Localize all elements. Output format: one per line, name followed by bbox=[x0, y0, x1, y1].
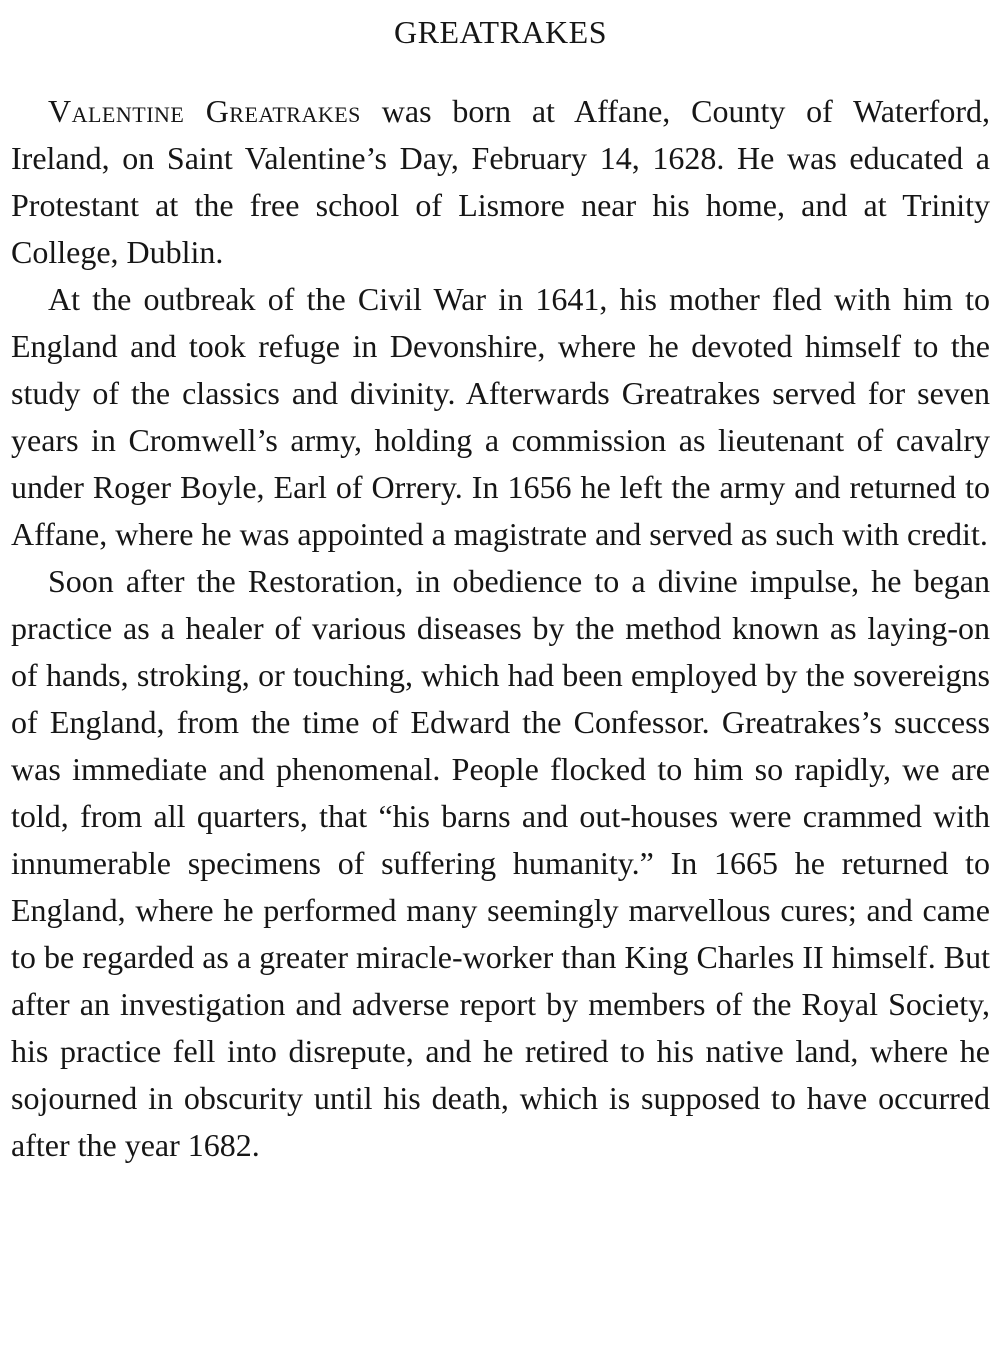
page-title: GREATRAKES bbox=[393, 14, 607, 50]
subject-name: Valentine Greatrakes bbox=[48, 93, 361, 129]
paragraph-birth bbox=[11, 88, 990, 276]
paragraph-healer: Soon after the Restoration, in obedience to a divine impulse, he began practice as a healer of various diseases by the method known as laying-on of hands, stroking, or touching, which had been employed by the sovereigns of England, from the time of Edward the Confessor. Greatrakes’s success was immediate and phenomenal. People flocked to him so rapidly, we are told, from all quarters, that “his barns and out-houses were crammed with innumerable specimens of suffering humanity.” In 1665 he returned to England, where he performed many seemingly marvellous cures; and came to be regarded as a greater miracle-worker than King Charles II himself. But after an investigation and adverse report by members of the Royal Society, his practice fell into disrepute, and he retired to his native land, where he sojourned in obscurity until his death, which is supposed to have occurred after the year 1682. bbox=[11, 563, 990, 1163]
paragraph-birth-text: was born at Affane, County of Waterford, Ireland, on Saint Valentine’s Day, February 14, 1628. He was educated a Protestant at the free school of Lismore near his home, and at Trinity College, Dublin. bbox=[11, 93, 990, 270]
paragraph-civil-war: At the outbreak of the Civil War in 1641, his mother fled with him to England and took refuge in Devonshire, where he devoted himself to the study of the classics and divinity. Afterwards Greatrakes served for seven years in Cromwell’s army, holding a commission as lieutenant of cavalry under Roger Boyle, Earl of Orrery. In 1656 he left the army and returned to Affane, where he was appointed a magistrate and served as such with credit. bbox=[11, 281, 990, 552]
